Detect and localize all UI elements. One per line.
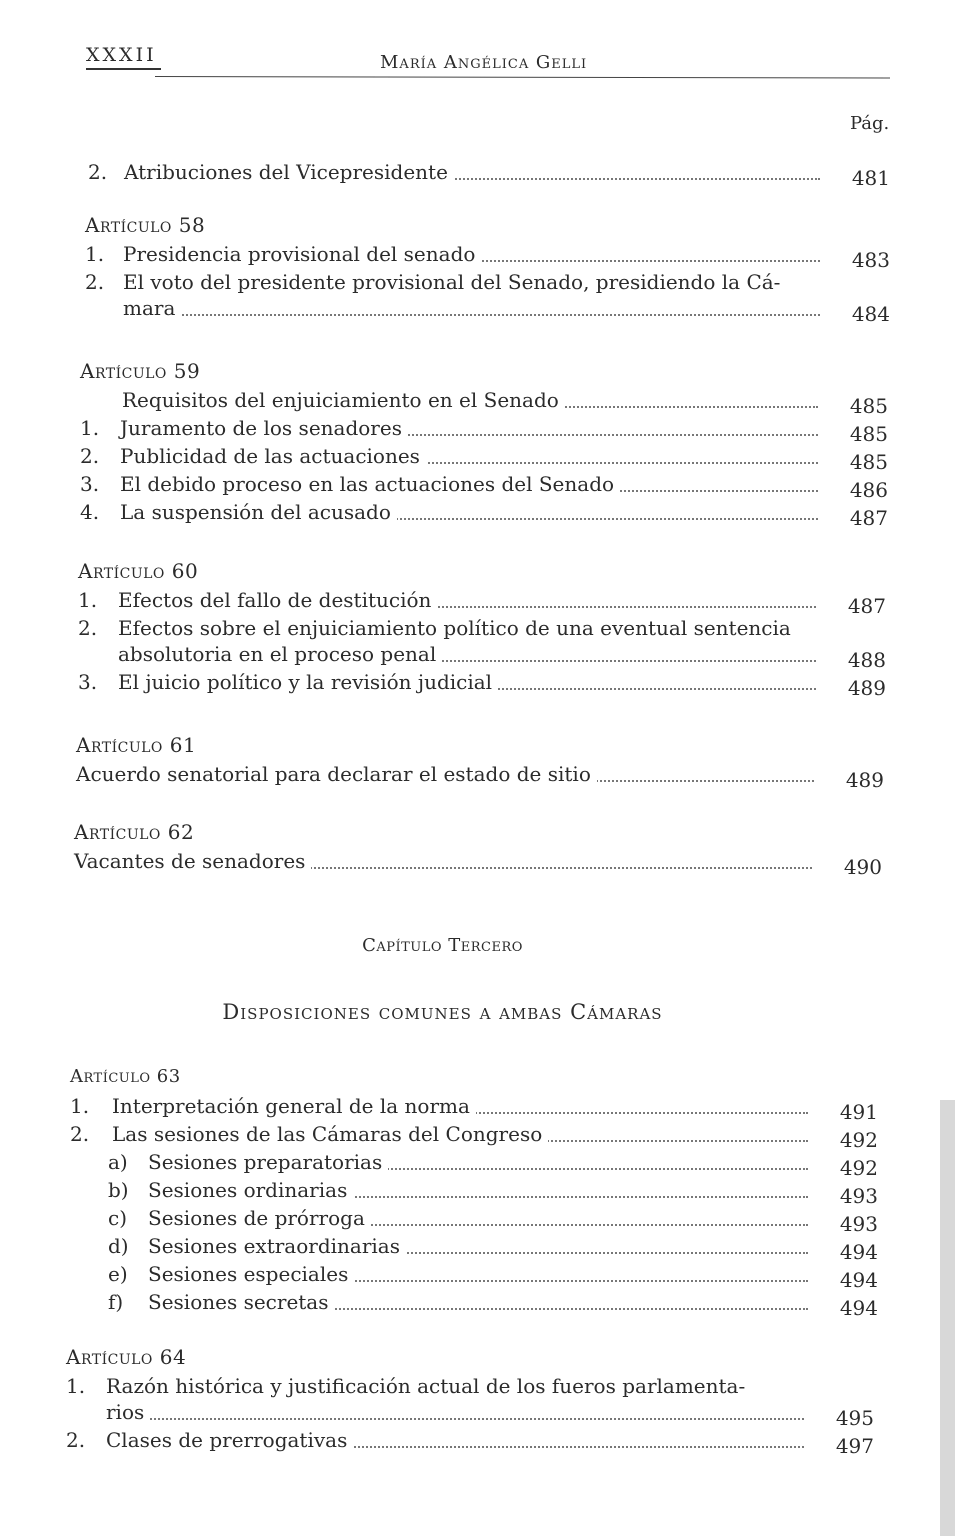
entry-number: 2. <box>78 616 98 640</box>
entry-title: Sesiones de prórroga <box>148 1204 371 1232</box>
entry-page: 483 <box>851 248 890 272</box>
entry-title-continued: rios <box>106 1398 150 1426</box>
article-heading: Artículo 61 <box>76 733 197 757</box>
entry-title: Acuerdo senatorial para declarar el estado de sitio <box>76 760 597 788</box>
entry-page: 485 <box>849 422 888 446</box>
entry-page: 497 <box>835 1434 874 1458</box>
article-heading: Artículo 59 <box>80 359 201 383</box>
entry-page: 492 <box>839 1128 878 1152</box>
article-60-section <box>78 556 886 700</box>
entry-number: 1. <box>78 588 98 612</box>
entry-number: 1. <box>70 1094 90 1118</box>
entry-title: Sesiones secretas <box>148 1288 335 1316</box>
entry-title: Efectos del fallo de destitución <box>118 586 437 614</box>
chapter-title: Disposiciones comunes a ambas Cámaras <box>222 1000 663 1024</box>
entry-title: Sesiones ordinarias <box>148 1176 353 1204</box>
entry-number: 3. <box>80 472 100 496</box>
entry-number: 2. <box>88 160 108 184</box>
entry-page: 489 <box>845 768 884 792</box>
entry-letter: b) <box>108 1178 129 1202</box>
entry-title: Atribuciones del Vicepresidente <box>124 158 454 186</box>
entry-page: 493 <box>839 1212 878 1236</box>
entry-title: La suspensión del acusado <box>120 498 397 526</box>
entry-number: 4. <box>80 500 100 524</box>
entry-letter: d) <box>108 1234 129 1258</box>
entry-title: Sesiones preparatorias <box>148 1148 388 1176</box>
header-rule <box>155 76 890 79</box>
entry-title: Clases de prerrogativas <box>106 1426 353 1454</box>
article-62-section <box>74 817 882 879</box>
entry-title: Interpretación general de la norma <box>112 1092 476 1120</box>
entry-title: Requisitos del enjuiciamiento en el Senado <box>122 386 565 414</box>
entry-letter: c) <box>108 1206 128 1230</box>
entry-letter: a) <box>108 1150 128 1174</box>
entry-title: Sesiones extraordinarias <box>148 1232 406 1260</box>
entry-page: 493 <box>839 1184 878 1208</box>
entry-title: Presidencia provisional del senado <box>123 240 481 268</box>
entry-page: 487 <box>847 594 886 618</box>
page-edge-shadow <box>940 1100 955 1536</box>
entry-page: 491 <box>839 1100 878 1124</box>
entry-title: Vacantes de senadores <box>74 847 311 875</box>
chapter-label: Capítulo Tercero <box>362 935 523 956</box>
entry-title: Sesiones especiales <box>148 1260 354 1288</box>
entry-page: 494 <box>839 1296 878 1320</box>
toc-top-entry <box>88 158 890 190</box>
entry-page: 484 <box>851 302 890 326</box>
running-author-header: María Angélica Gelli <box>380 52 588 73</box>
pag-column-label: Pág. <box>850 113 890 134</box>
entry-number: 2. <box>80 444 100 468</box>
entry-title: Efectos sobre el enjuiciamiento político de una eventual sentencia <box>118 614 797 642</box>
entry-page: 494 <box>839 1240 878 1264</box>
entry-title: Las sesiones de las Cámaras del Congreso <box>112 1120 548 1148</box>
entry-letter: e) <box>108 1262 128 1286</box>
entry-title: El juicio político y la revisión judicial <box>118 668 498 696</box>
article-64-section <box>66 1342 874 1458</box>
entry-number: 1. <box>85 242 105 266</box>
leader-dots <box>125 314 820 316</box>
entry-page: 494 <box>839 1268 878 1292</box>
entry-page: 495 <box>835 1406 874 1430</box>
entry-letter: f) <box>108 1290 124 1314</box>
entry-title-continued: absolutoria en el proceso penal <box>118 640 442 668</box>
entry-page: 486 <box>849 478 888 502</box>
entry-title: El debido proceso en las actuaciones del Senado <box>120 470 620 498</box>
entry-number: 2. <box>70 1122 90 1146</box>
entry-page: 489 <box>847 676 886 700</box>
entry-page: 490 <box>843 855 882 879</box>
article-61-section <box>76 730 884 792</box>
entry-title-continued: mara <box>123 294 181 322</box>
article-heading: Artículo 64 <box>66 1345 187 1369</box>
page-number-underline <box>86 68 161 70</box>
entry-page: 485 <box>849 394 888 418</box>
entry-page: 481 <box>851 166 890 190</box>
entry-title: Juramento de los senadores <box>120 414 408 442</box>
entry-title: Publicidad de las actuaciones <box>120 442 426 470</box>
entry-page: 485 <box>849 450 888 474</box>
entry-page: 487 <box>849 506 888 530</box>
article-heading: Artículo 62 <box>74 820 195 844</box>
entry-title: Razón histórica y justificación actual de los fueros parlamenta- <box>106 1372 751 1400</box>
entry-number: 2. <box>85 270 105 294</box>
article-58-section <box>85 210 890 326</box>
entry-page: 488 <box>847 648 886 672</box>
article-59-section <box>80 356 888 530</box>
leader-dots <box>106 1418 804 1420</box>
running-page-number: XXXII <box>86 44 157 66</box>
entry-page: 492 <box>839 1156 878 1180</box>
entry-title: El voto del presidente provisional del Senado, presidiendo la Cá- <box>123 268 786 296</box>
article-heading: Artículo 60 <box>78 559 199 583</box>
article-63-section <box>70 1062 878 1320</box>
entry-number: 1. <box>66 1374 86 1398</box>
entry-number: 1. <box>80 416 100 440</box>
entry-number: 2. <box>66 1428 86 1452</box>
article-heading: Artículo 63 <box>70 1066 181 1087</box>
entry-number: 3. <box>78 670 98 694</box>
article-heading: Artículo 58 <box>85 213 206 237</box>
